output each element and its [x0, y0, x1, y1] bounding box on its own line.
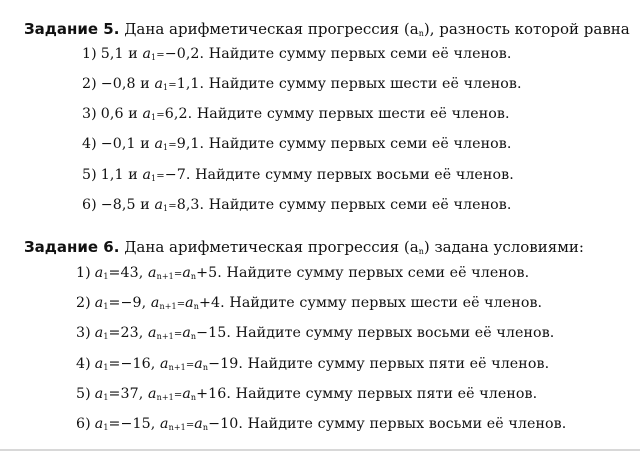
difference-value: 1,1: [100, 167, 124, 183]
first-term-value: 8,3.: [176, 197, 205, 213]
difference-term: −19.: [208, 356, 243, 372]
var-a1-index: 1: [103, 302, 109, 311]
var-an: a: [182, 386, 191, 402]
var-a1-index: 1: [103, 272, 109, 281]
equals-sign: =: [156, 50, 165, 61]
var-a1: a: [94, 386, 104, 402]
var-an1: a: [160, 356, 169, 372]
task6-label: Задание 6.: [24, 238, 120, 256]
first-term-value: −7.: [164, 167, 191, 183]
var-a1: a: [94, 356, 104, 372]
difference-term: +16.: [196, 386, 231, 402]
item-number: 4): [82, 136, 97, 152]
var-a-index: 1: [163, 204, 169, 213]
task-text: Найдите сумму первых семи её членов.: [208, 136, 512, 152]
var-a: a: [142, 167, 152, 183]
conjunction: и: [128, 106, 138, 122]
var-a1-index: 1: [103, 423, 109, 432]
var-an1-index: n+1: [168, 363, 186, 372]
task6-header: [24, 238, 584, 256]
difference-term: −15.: [196, 325, 231, 341]
equals-sign: =: [185, 360, 195, 371]
equals-sign: =: [173, 390, 183, 401]
task-text: Найдите сумму первых шести её членов.: [208, 76, 522, 92]
var-a1: a: [94, 325, 104, 341]
first-term-value: 9,1.: [176, 136, 205, 152]
item-number: 2): [76, 295, 91, 311]
difference-term: −10.: [208, 416, 243, 432]
var-an: a: [185, 295, 194, 311]
task6-item: [76, 356, 549, 372]
var-a-index: 1: [151, 53, 157, 62]
task5-text-end: ), разность которой равна: [423, 20, 630, 38]
var-an: a: [182, 265, 191, 281]
first-term-value: 1,1.: [176, 76, 205, 92]
task-text: Найдите сумму первых шести её членов.: [229, 295, 543, 311]
var-an: a: [194, 416, 203, 432]
item-number: 6): [76, 416, 91, 432]
var-an1-index: n+1: [168, 423, 186, 432]
task-text: Найдите сумму первых восьми её членов.: [235, 325, 555, 341]
task6-item: [76, 295, 542, 311]
task5-label: Задание 5.: [24, 20, 120, 38]
var-an: a: [182, 325, 191, 341]
task6-item: [76, 325, 554, 341]
equals-sign: =: [185, 420, 195, 431]
conjunction: и: [128, 46, 138, 62]
task6-item: [76, 416, 566, 432]
first-term-value: =−9,: [108, 295, 147, 311]
var-a: a: [142, 46, 152, 62]
task-text: Найдите сумму первых семи её членов.: [226, 265, 530, 281]
var-a1: a: [94, 265, 104, 281]
var-a-index: 1: [151, 174, 157, 183]
var-a: a: [154, 136, 163, 152]
var-an1-index: n+1: [156, 272, 174, 281]
conjunction: и: [140, 197, 150, 213]
task5-item: [82, 46, 512, 62]
var-an-index: n: [193, 302, 199, 311]
var-an1-index: n+1: [156, 393, 174, 402]
difference-value: −0,1: [100, 136, 136, 152]
var-a: a: [154, 197, 163, 213]
var-a: a: [142, 106, 152, 122]
task5-sub: n: [418, 29, 424, 38]
var-a-index: 1: [163, 83, 169, 92]
var-a-index: 1: [151, 113, 157, 122]
item-number: 3): [82, 106, 97, 122]
conjunction: и: [140, 136, 150, 152]
item-number: 6): [82, 197, 97, 213]
var-an-index: n: [190, 272, 197, 281]
first-term-value: =43,: [108, 265, 144, 281]
first-term-value: −0,2.: [164, 46, 205, 62]
task6-sub: n: [418, 247, 424, 256]
task6-text: Дана арифметическая прогрессия (a: [124, 238, 419, 256]
equals-sign: =: [168, 201, 177, 212]
first-term-value: =23,: [108, 325, 144, 341]
equals-sign: =: [156, 110, 165, 121]
task5-header: [24, 20, 630, 38]
task-text: Найдите сумму первых шести её членов.: [196, 106, 510, 122]
equals-sign: =: [173, 269, 183, 280]
first-term-value: =−16,: [108, 356, 156, 372]
difference-value: 5,1: [100, 46, 124, 62]
task6-item: [76, 265, 529, 281]
item-number: 5): [76, 386, 91, 402]
task5-item: [82, 76, 522, 92]
item-number: 3): [76, 325, 91, 341]
difference-term: +5.: [196, 265, 222, 281]
item-number: 1): [82, 46, 97, 62]
var-a1-index: 1: [103, 393, 109, 402]
var-a1: a: [94, 416, 104, 432]
var-an-index: n: [190, 332, 197, 341]
task6-item: [76, 386, 537, 402]
equals-sign: =: [168, 80, 177, 91]
task6-text-end: ) задана условиями:: [423, 238, 584, 256]
difference-value: −0,8: [100, 76, 136, 92]
page-bottom-divider: [0, 449, 640, 451]
task-text: Найдите сумму первых восьми её членов.: [247, 416, 567, 432]
var-an1-index: n+1: [156, 332, 174, 341]
task5-text: Дана арифметическая прогрессия (a: [124, 20, 419, 38]
var-a1-index: 1: [103, 363, 109, 372]
var-a-index: 1: [163, 143, 169, 152]
var-an1: a: [148, 265, 157, 281]
conjunction: и: [128, 167, 138, 183]
equals-sign: =: [173, 329, 183, 340]
var-an1: a: [160, 416, 169, 432]
item-number: 4): [76, 356, 91, 372]
difference-value: −8,5: [100, 197, 136, 213]
var-an-index: n: [202, 423, 209, 432]
var-an-index: n: [202, 363, 209, 372]
task5-item: [82, 197, 512, 213]
item-number: 1): [76, 265, 91, 281]
var-an: a: [194, 356, 203, 372]
difference-value: 0,6: [100, 106, 124, 122]
equals-sign: =: [176, 299, 186, 310]
task5-item: [82, 136, 512, 152]
conjunction: и: [140, 76, 150, 92]
var-an1: a: [148, 386, 157, 402]
var-a: a: [154, 76, 163, 92]
item-number: 5): [82, 167, 97, 183]
item-number: 2): [82, 76, 97, 92]
task5-item: [82, 167, 514, 183]
var-an1-index: n+1: [159, 302, 177, 311]
var-a1-index: 1: [103, 332, 109, 341]
task-text: Найдите сумму первых восьми её членов.: [195, 167, 514, 183]
task-text: Найдите сумму первых семи её членов.: [208, 197, 512, 213]
var-a1: a: [94, 295, 104, 311]
var-an1: a: [150, 295, 160, 311]
equals-sign: =: [168, 140, 177, 151]
difference-term: +4.: [199, 295, 225, 311]
equals-sign: =: [156, 171, 165, 182]
first-term-value: =37,: [108, 386, 144, 402]
task-text: Найдите сумму первых пяти её членов.: [235, 386, 538, 402]
task-text: Найдите сумму первых семи её членов.: [208, 46, 512, 62]
task5-item: [82, 106, 510, 122]
task-text: Найдите сумму первых пяти её членов.: [247, 356, 550, 372]
first-term-value: =−15,: [108, 416, 156, 432]
var-an-index: n: [190, 393, 197, 402]
first-term-value: 6,2.: [164, 106, 193, 122]
var-an1: a: [148, 325, 157, 341]
